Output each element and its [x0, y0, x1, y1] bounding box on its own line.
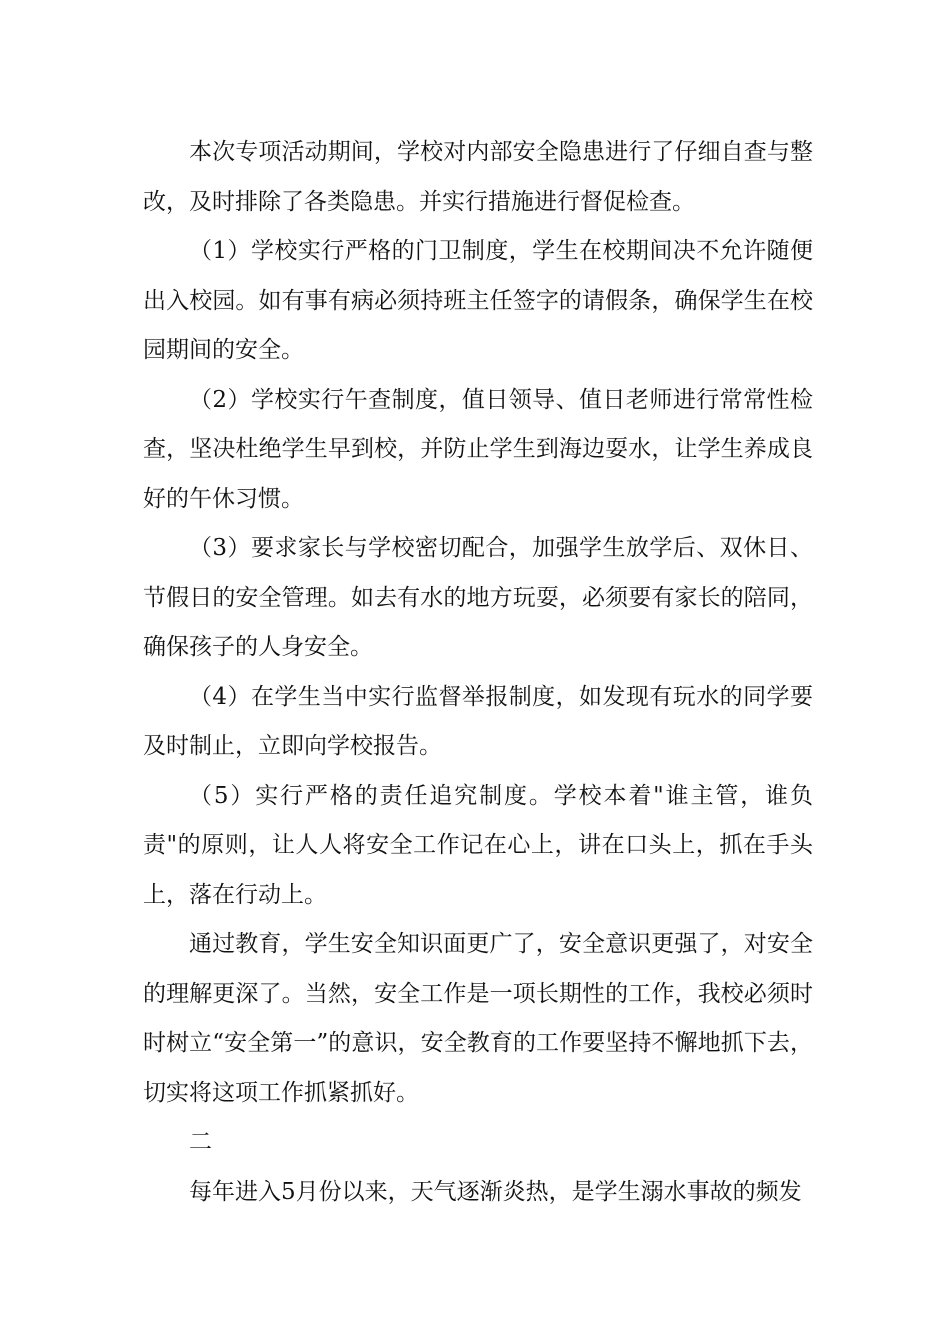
- paragraph-item-5: （5）实行严格的责任追究制度。学校本着"谁主管，谁负责"的原则，让人人将安全工作记在心上，讲在口头上，抓在手头上，落在行动上。: [143, 782, 813, 908]
- paragraph-item-4: （4）在学生当中实行监督举报制度，如发现有玩水的同学要及时制止，立即向学校报告。: [143, 683, 813, 759]
- document-body: [143, 128, 813, 1217]
- paragraph-item-1: （1）学校实行严格的门卫制度，学生在校期间决不允许随便出入校园。如有事有病必须持班主任签字的请假条，确保学生在校园期间的安全。: [143, 238, 813, 363]
- paragraph-item-3: （3）要求家长与学校密切配合，加强学生放学后、双休日、节假日的安全管理。如去有水的地方玩耍，必须要有家长的陪同，确保孩子的人身安全。: [143, 535, 813, 660]
- paragraph-summary: 通过教育，学生安全知识面更广了，安全意识更强了，对安全的理解更深了。当然，安全工作是一项长期性的工作，我校必须时时树立“安全第一”的意识，安全教育的工作要坚持不懈地抓下去，切实将这项工作抓紧抓好。: [143, 931, 813, 1106]
- paragraph-item-2: （2）学校实行午查制度，值日领导、值日老师进行常常性检查，坚决杜绝学生早到校，并防止学生到海边耍水，让学生养成良好的午休习惯。: [143, 386, 813, 512]
- paragraph-intro: 本次专项活动期间，学校对内部安全隐患进行了仔细自查与整改，及时排除了各类隐患。并实行措施进行督促检查。: [143, 139, 813, 215]
- section-heading-two: 二: [189, 1129, 212, 1155]
- paragraph-section-two-intro: 每年进入5月份以来，天气逐渐炎热，是学生溺水事故的频发: [189, 1178, 802, 1205]
